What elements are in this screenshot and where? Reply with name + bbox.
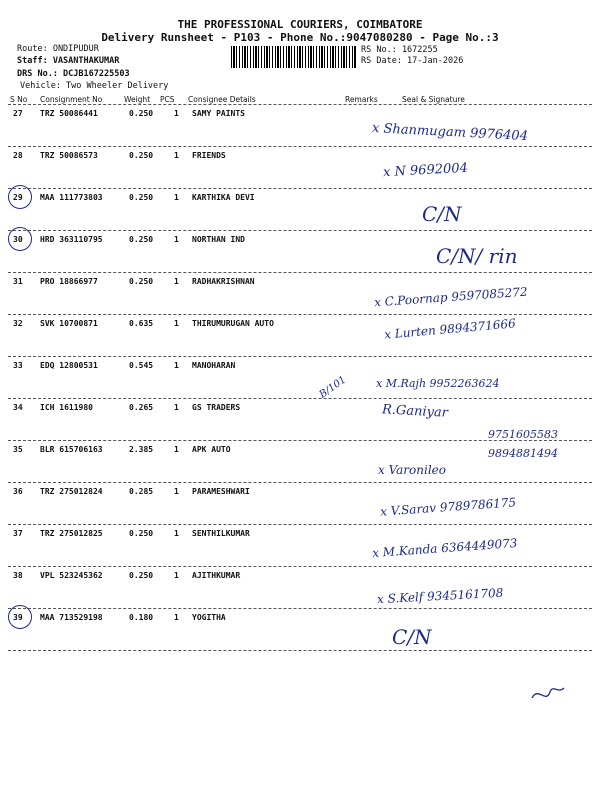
signature-38: x S.Kelf 9345161708: [376, 585, 504, 607]
row-sno: 39: [13, 613, 23, 622]
row-consignment: HRD 363110795: [40, 235, 103, 244]
row-pcs: 1: [174, 571, 179, 580]
row-consignment: PRO 18866977: [40, 277, 98, 286]
signature-32: x Lurten 9894371666: [383, 316, 517, 342]
row-consignee: YOGITHA: [192, 613, 226, 622]
row-weight: 0.545: [129, 361, 154, 370]
signature-31: x C.Poornap 9597085272: [373, 284, 528, 310]
row-divider: [8, 482, 592, 483]
row-pcs: 1: [174, 487, 179, 496]
signature-29: C/N: [422, 202, 462, 226]
row-consignment: BLR 615706163: [40, 445, 103, 454]
col-consignment: Consignment No: [40, 95, 103, 104]
row-pcs: 1: [174, 109, 179, 118]
row-consignment: EDQ 12800531: [40, 361, 98, 370]
row-weight: 0.250: [129, 277, 154, 286]
row-sno: 28: [13, 151, 23, 160]
signature-39: C/N: [392, 625, 432, 649]
signature-34: R.Ganiyar: [381, 402, 449, 421]
row-weight: 0.250: [129, 571, 154, 580]
row-consignment: MAA 713529198: [40, 613, 103, 622]
row-consignee: AJITHKUMAR: [192, 571, 241, 580]
vehicle: Vehicle: Two Wheeler Delivery: [20, 81, 169, 91]
row-consignment: TRZ 275012825: [40, 529, 103, 538]
row-sno: 30: [13, 235, 23, 244]
row-divider: [8, 398, 592, 399]
row-weight: 2.385: [129, 445, 154, 454]
remarks-33: B/101: [317, 374, 349, 401]
row-weight: 0.635: [129, 319, 154, 328]
row-pcs: 1: [174, 613, 179, 622]
row-consignee: MANOHARAN: [192, 361, 236, 370]
signature-28: x N 9692004: [382, 160, 469, 181]
col-remarks: Remarks: [345, 95, 378, 104]
row-sno: 34: [13, 403, 23, 412]
scribble-mark: [528, 682, 568, 704]
drs-number: DRS No.: DCJB167225503: [17, 69, 130, 79]
row-consignee: PARAMESHWARI: [192, 487, 250, 496]
row-divider: [8, 608, 592, 609]
row-divider: [8, 524, 592, 525]
barcode: [231, 46, 357, 68]
row-consignee: GS TRADERS: [192, 403, 241, 412]
row-divider: [8, 356, 592, 357]
staff: Staff: VASANTHAKUMAR: [17, 56, 120, 66]
row-weight: 0.285: [129, 487, 154, 496]
row-pcs: 1: [174, 319, 179, 328]
route: Route: ONDIPUDUR: [17, 44, 99, 54]
signature-27: x Shanmugam 9976404: [371, 120, 529, 145]
row-divider: [8, 146, 592, 147]
signature-37: x M.Kanda 6364449073: [371, 535, 518, 561]
row-weight: 0.250: [129, 529, 154, 538]
signature-36: x V.Sarav 9789786175: [379, 495, 517, 519]
rs-number: RS No.: 1672255: [361, 45, 438, 55]
row-weight: 0.250: [129, 109, 154, 118]
row-consignee: FRIENDS: [192, 151, 226, 160]
signature-30: C/N/ rin: [436, 244, 518, 268]
row-sno: 31: [13, 277, 23, 286]
signature-35: x Varonileo: [378, 463, 446, 477]
row-pcs: 1: [174, 403, 179, 412]
rs-date: RS Date: 17-Jan-2026: [361, 56, 464, 66]
row-weight: 0.250: [129, 151, 154, 160]
col-weight: Weight: [124, 95, 151, 104]
row-consignee: SENTHILKUMAR: [192, 529, 250, 538]
row-weight: 0.250: [129, 235, 154, 244]
col-seal: Seal & Signature: [402, 95, 465, 104]
row-divider: [8, 650, 592, 651]
row-consignee: APK AUTO: [192, 445, 231, 454]
row-sno: 37: [13, 529, 23, 538]
row-sno: 33: [13, 361, 23, 370]
row-consignment: ICH 1611980: [40, 403, 93, 412]
row-sno: 29: [13, 193, 23, 202]
row-consignment: TRZ 50086573: [40, 151, 98, 160]
circle-mark-29: [8, 185, 32, 209]
row-pcs: 1: [174, 235, 179, 244]
row-divider: [8, 314, 592, 315]
row-consignment: MAA 111773803: [40, 193, 103, 202]
row-consignment: TRZ 275012824: [40, 487, 103, 496]
col-pcs: PCS: [160, 95, 175, 104]
row-consignment: TRZ 50086441: [40, 109, 98, 118]
col-sno: S No: [10, 95, 28, 104]
row-sno: 32: [13, 319, 23, 328]
circle-mark-30: [8, 227, 32, 251]
row-weight: 0.250: [129, 193, 154, 202]
row-weight: 0.265: [129, 403, 154, 412]
row-sno: 35: [13, 445, 23, 454]
row-pcs: 1: [174, 277, 179, 286]
row-consignee: KARTHIKA DEVI: [192, 193, 255, 202]
header-rule: [8, 104, 592, 105]
row-divider: [8, 230, 592, 231]
row-consignee: RADHAKRISHNAN: [192, 277, 255, 286]
row-pcs: 1: [174, 529, 179, 538]
row-consignee: NORTHAN IND: [192, 235, 245, 244]
row-sno: 27: [13, 109, 23, 118]
col-consignee: Consignee Details: [188, 95, 256, 104]
row-consignee: SAMY PAINTS: [192, 109, 245, 118]
row-pcs: 1: [174, 151, 179, 160]
row-weight: 0.180: [129, 613, 154, 622]
row-consignment: VPL 523245362: [40, 571, 103, 580]
circle-mark-39: [8, 605, 32, 629]
phone-34: 9751605583: [488, 428, 558, 441]
row-divider: [8, 566, 592, 567]
runsheet-title: Delivery Runsheet - P103 - Phone No.:9047080280 - Page No.:3: [101, 31, 499, 44]
row-pcs: 1: [174, 361, 179, 370]
row-pcs: 1: [174, 193, 179, 202]
row-divider: [8, 272, 592, 273]
row-divider: [8, 188, 592, 189]
row-pcs: 1: [174, 445, 179, 454]
phone-35: 9894881494: [488, 447, 558, 460]
row-sno: 38: [13, 571, 23, 580]
row-consignee: THIRUMURUGAN AUTO: [192, 319, 274, 328]
company-title: THE PROFESSIONAL COURIERS, COIMBATORE: [177, 18, 423, 31]
signature-33: x M.Rajh 9952263624: [376, 377, 500, 390]
row-sno: 36: [13, 487, 23, 496]
row-consignment: SVK 10700871: [40, 319, 98, 328]
